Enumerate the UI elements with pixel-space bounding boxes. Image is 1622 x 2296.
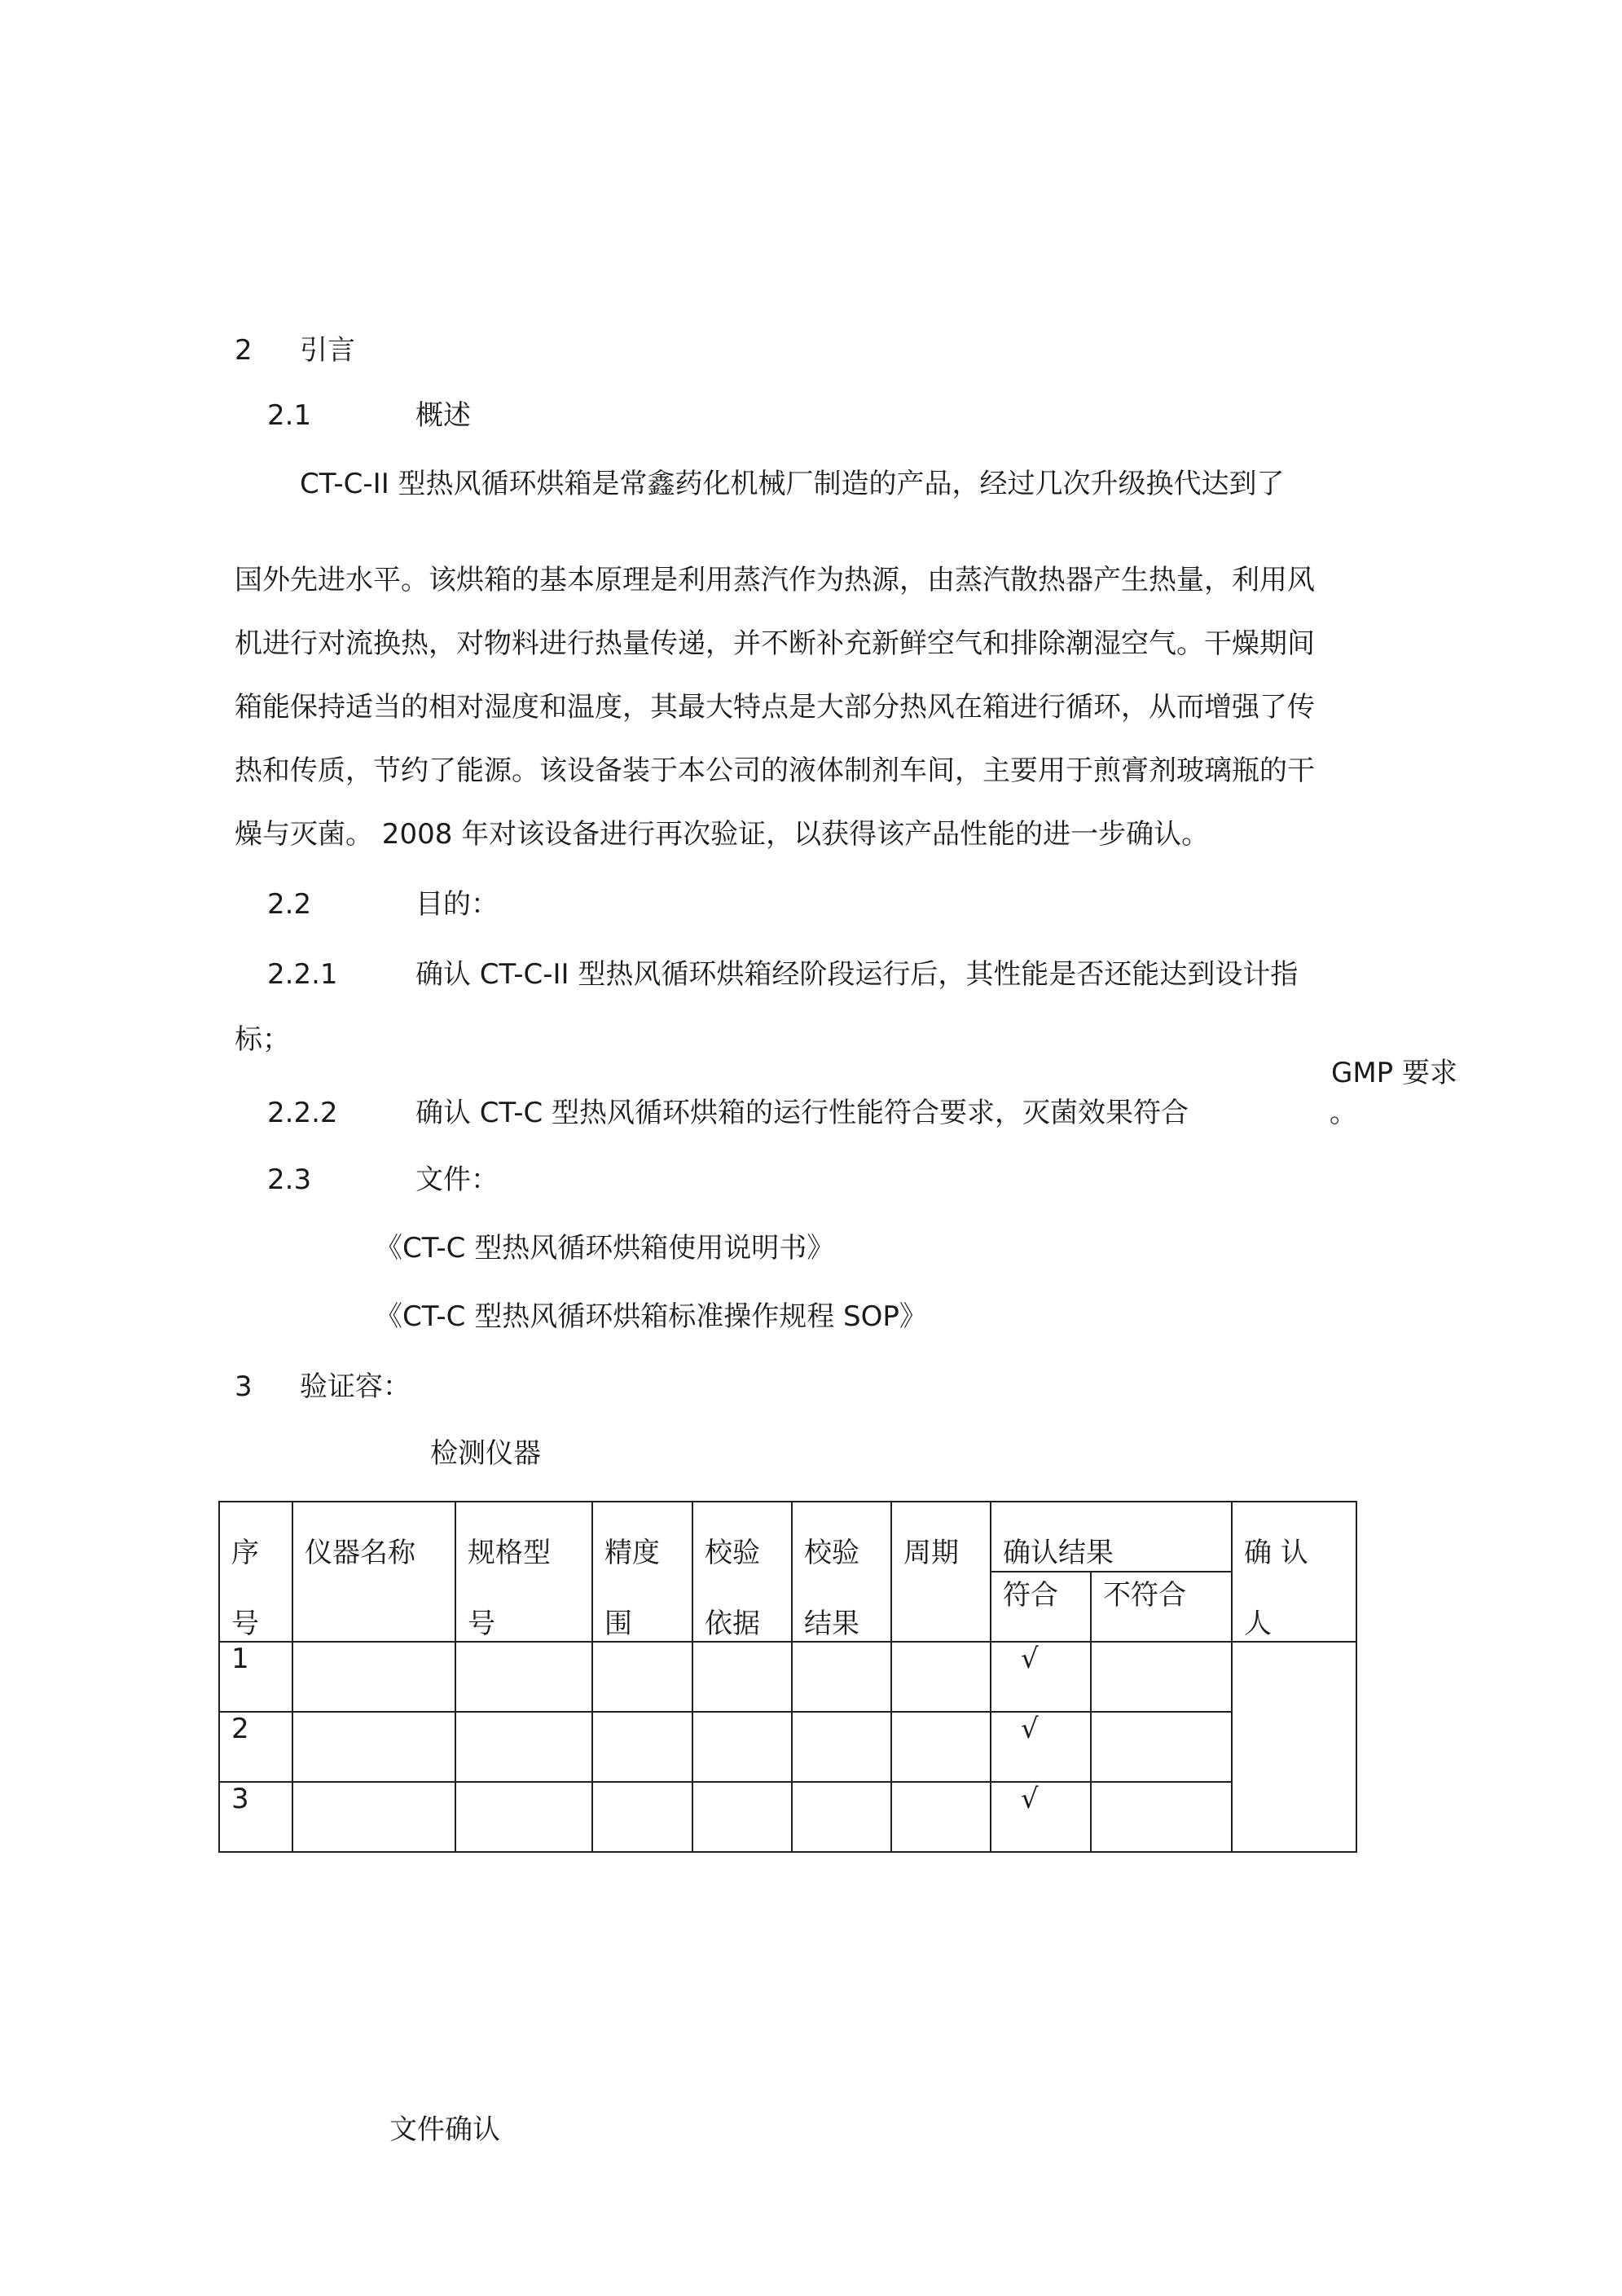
header-confirmer-line1 bbox=[1244, 1530, 1344, 1570]
overview-line: 箱能保持适当的相对湿度和温度，其最大特点是大部分热风在箱进行循环，从而增强了传 bbox=[235, 691, 1315, 724]
section-2-1-title: 概述 bbox=[415, 399, 471, 432]
header-name-label: 仪器名称 bbox=[305, 1537, 415, 1569]
header-confirm-result-label: 确认结果 bbox=[1003, 1537, 1114, 1569]
row-conform: √ bbox=[991, 1642, 1091, 1712]
row-conform: √ bbox=[991, 1782, 1091, 1852]
row-nonconform bbox=[1091, 1712, 1232, 1782]
header-nonconform: 不符合 bbox=[1091, 1572, 1232, 1642]
header-spec-line1: 规格型 bbox=[468, 1537, 551, 1569]
header-basis-line1: 校验 bbox=[705, 1537, 760, 1569]
row-basis bbox=[692, 1642, 792, 1712]
table-row bbox=[219, 1712, 1356, 1782]
doc-manual: 《CT-C 型热风循环烘箱使用说明书》 bbox=[375, 1232, 835, 1265]
row-result bbox=[792, 1782, 891, 1852]
section-2-2-2-text: 确认 CT-C 型热风循环烘箱的运行性能符合要求，灭菌效果符合 bbox=[415, 1097, 1189, 1129]
row-seq: 2 bbox=[219, 1712, 292, 1782]
header-seq-line1: 序 bbox=[231, 1537, 259, 1569]
overview-first-line: CT-C-II 型热风循环烘箱是常鑫药化机械厂制造的产品，经过几次升级换代达到了 bbox=[300, 468, 1285, 500]
header-range-line1: 精度 bbox=[604, 1537, 660, 1569]
header-range bbox=[592, 1502, 692, 1642]
row-nonconform bbox=[1091, 1782, 1232, 1852]
row-conform: √ bbox=[991, 1712, 1091, 1782]
row-spec bbox=[455, 1782, 592, 1852]
row-nonconform bbox=[1091, 1642, 1232, 1712]
row-confirmer bbox=[1232, 1642, 1356, 1852]
section-2-2-number: 2.2 bbox=[267, 888, 312, 921]
row-seq: 3 bbox=[219, 1782, 292, 1852]
section-2-title: 引言 bbox=[300, 334, 355, 367]
header-confirmer bbox=[1232, 1502, 1356, 1642]
header-spec bbox=[455, 1502, 592, 1642]
row-result bbox=[792, 1712, 891, 1782]
header-seq bbox=[219, 1502, 292, 1642]
row-range bbox=[592, 1782, 692, 1852]
table-row bbox=[219, 1782, 1356, 1852]
header-basis bbox=[692, 1502, 792, 1642]
row-result bbox=[792, 1642, 891, 1712]
doc-sop: 《CT-C 型热风循环烘箱标准操作规程 SOP》 bbox=[375, 1300, 927, 1333]
overview-line: 热和传质，节约了能源。该设备装于本公司的液体制剂车间，主要用于煎膏剂玻璃瓶的干 bbox=[235, 754, 1315, 787]
gmp-requirement: GMP 要求 bbox=[1331, 1057, 1457, 1089]
row-basis bbox=[692, 1782, 792, 1852]
section-3-title: 验证容： bbox=[300, 1370, 411, 1403]
section-2-2-2-number: 2.2.2 bbox=[267, 1097, 338, 1129]
row-range bbox=[592, 1642, 692, 1712]
section-2-2-1-continuation: 标； bbox=[235, 1023, 290, 1056]
section-2-2-1-text: 确认 CT-C-II 型热风循环烘箱经阶段运行后，其性能是否还能达到设计指 bbox=[415, 958, 1299, 991]
header-period bbox=[891, 1502, 991, 1642]
header-basis-line2: 依据 bbox=[705, 1608, 760, 1640]
header-confirmer-char2: 认 bbox=[1280, 1537, 1308, 1569]
header-conform: 符合 bbox=[991, 1572, 1091, 1642]
row-period bbox=[891, 1782, 991, 1852]
row-period bbox=[891, 1712, 991, 1782]
header-confirmer-char1: 确 bbox=[1244, 1537, 1272, 1569]
header-spec-line2: 号 bbox=[468, 1608, 495, 1640]
section-2-number: 2 bbox=[235, 334, 253, 367]
row-spec bbox=[455, 1642, 592, 1712]
header-period-label: 周期 bbox=[903, 1537, 959, 1569]
header-result-line1: 校验 bbox=[804, 1537, 859, 1569]
section-2-2-title: 目的： bbox=[415, 888, 499, 921]
row-name bbox=[292, 1712, 455, 1782]
header-name bbox=[292, 1502, 455, 1642]
overview-line: 机进行对流换热，对物料进行热量传递，并不断补充新鲜空气和排除潮湿空气。干燥期间 bbox=[235, 627, 1315, 660]
overview-line: 燥与灭菌。 2008 年对该设备进行再次验证，以获得该产品性能的进一步确认。 bbox=[235, 818, 1210, 851]
header-confirmer-line2: 人 bbox=[1244, 1608, 1272, 1640]
instrument-table bbox=[218, 1501, 1357, 1853]
section-2-3-title: 文件： bbox=[415, 1163, 499, 1196]
header-result bbox=[792, 1502, 891, 1642]
file-confirm-heading: 文件确认 bbox=[389, 2113, 500, 2146]
section-2-1-number: 2.1 bbox=[267, 399, 312, 432]
header-range-line2: 围 bbox=[604, 1608, 632, 1640]
row-range bbox=[592, 1712, 692, 1782]
row-period bbox=[891, 1642, 991, 1712]
section-2-2-1-number: 2.2.1 bbox=[267, 958, 338, 991]
row-name bbox=[292, 1642, 455, 1712]
table-row bbox=[219, 1642, 1356, 1712]
header-seq-line2: 号 bbox=[231, 1608, 259, 1640]
section-3-number: 3 bbox=[235, 1370, 253, 1403]
row-basis bbox=[692, 1712, 792, 1782]
row-spec bbox=[455, 1712, 592, 1782]
header-confirm-result bbox=[991, 1502, 1232, 1572]
section-2-2-2-period: 。 bbox=[1330, 1097, 1357, 1129]
row-seq: 1 bbox=[219, 1642, 292, 1712]
overview-line: 国外先进水平。该烘箱的基本原理是利用蒸汽作为热源，由蒸汽散热器产生热量，利用风 bbox=[235, 564, 1315, 596]
section-2-3-number: 2.3 bbox=[267, 1163, 312, 1196]
table-header-row bbox=[219, 1502, 1356, 1572]
header-result-line2: 结果 bbox=[804, 1608, 859, 1640]
overview-paragraph bbox=[235, 548, 1426, 866]
instruments-title: 检测仪器 bbox=[430, 1437, 541, 1470]
row-name bbox=[292, 1782, 455, 1852]
